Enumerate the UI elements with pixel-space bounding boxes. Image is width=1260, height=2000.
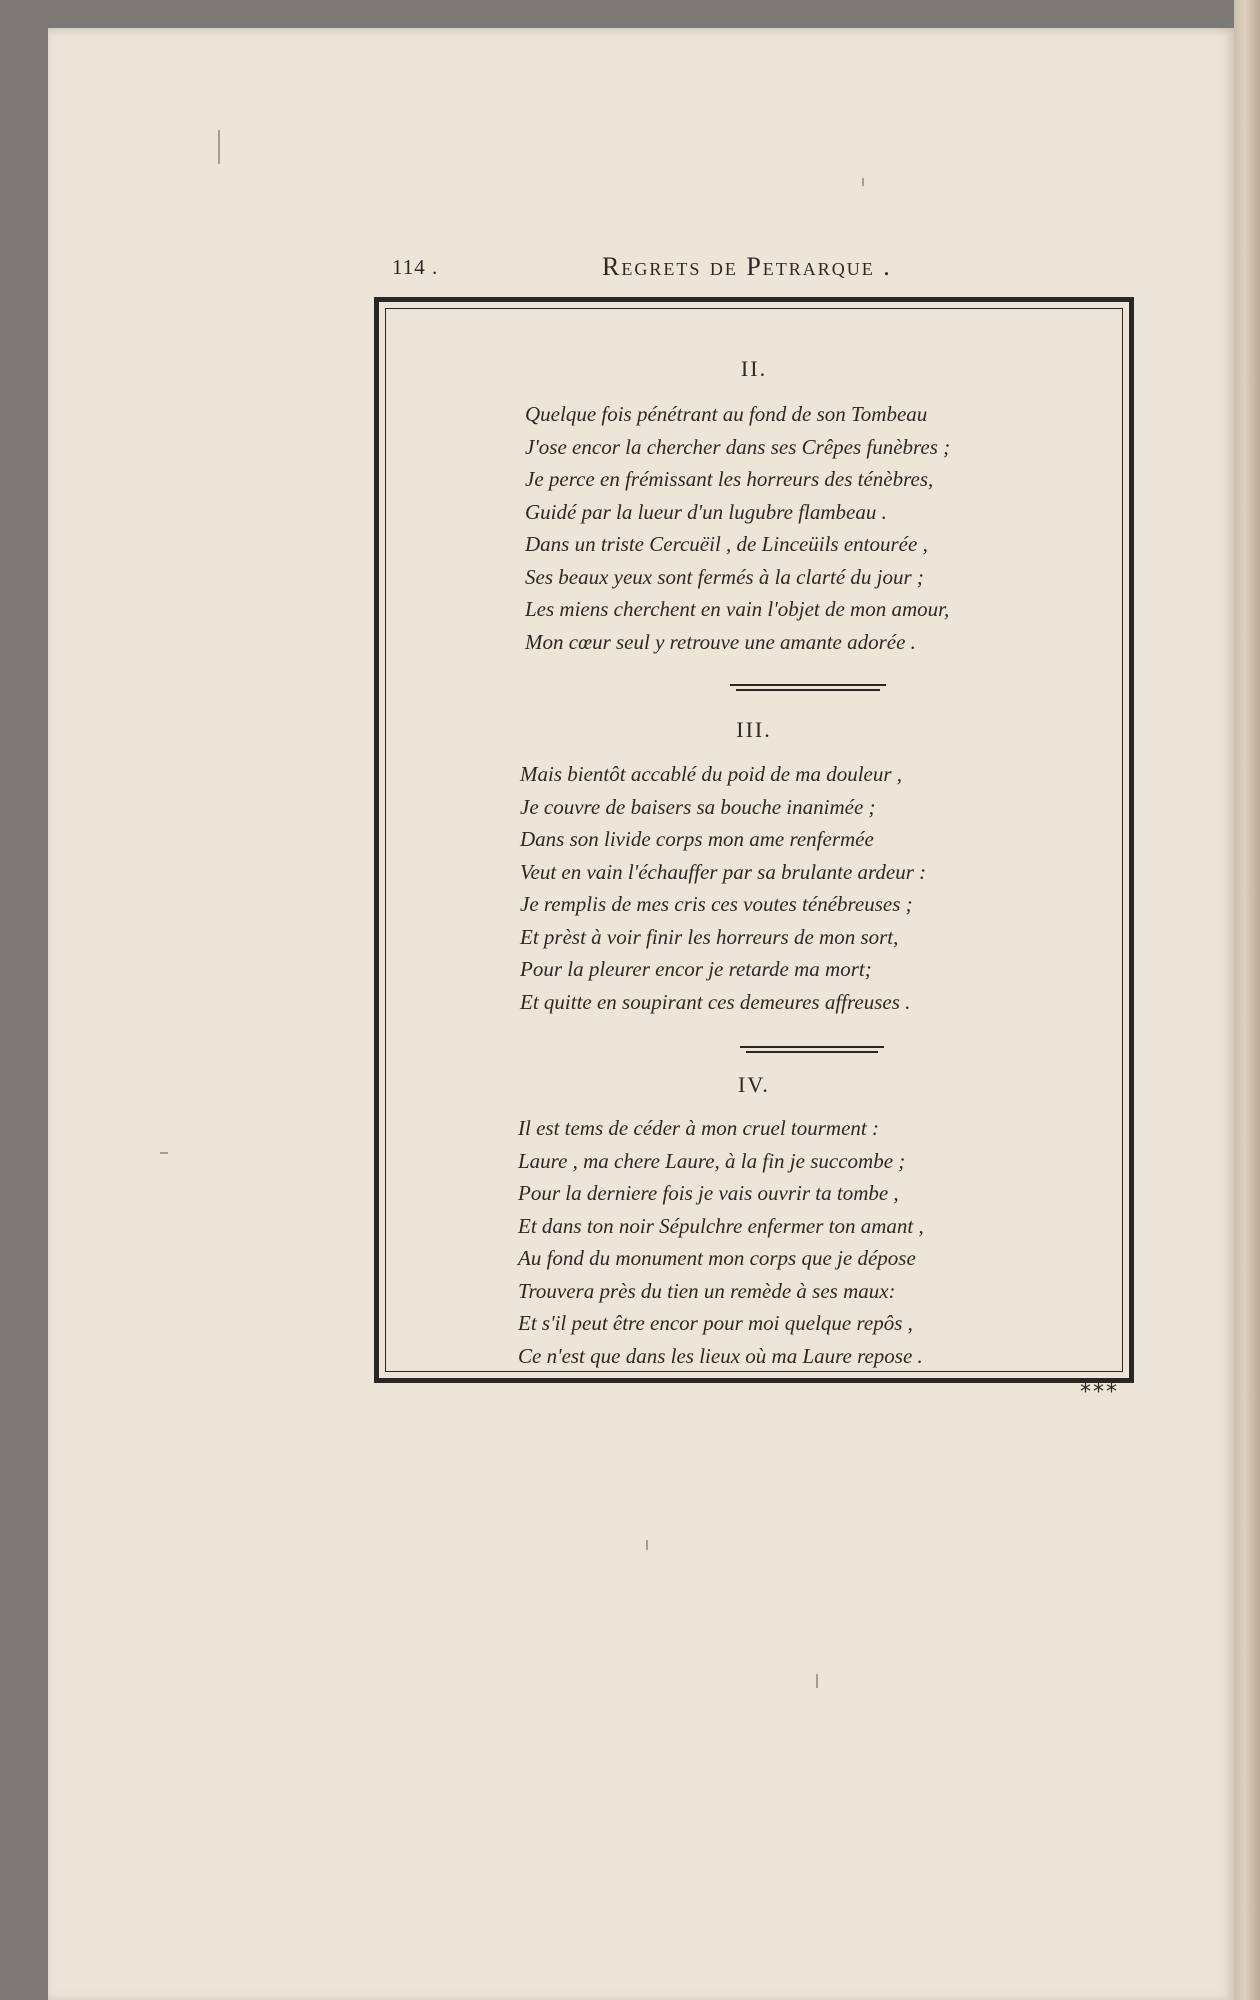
stanza	[525, 398, 1175, 658]
verse-line: Mon cœur seul y retrouve une amante adorée .	[525, 629, 916, 654]
verse-line: Et prèst à voir finir les horreurs de mon sort,	[520, 924, 899, 949]
verse-line: Guidé par la lueur d'un lugubre flambeau .	[525, 499, 887, 524]
stanza-number: III.	[736, 717, 772, 742]
verse-line: Je couvre de baisers sa bouche inanimée ;	[520, 794, 876, 819]
verse-line: Je perce en frémissant les horreurs des ténèbres,	[525, 467, 934, 491]
verse-line: Pour la derniere fois je vais ouvrir ta tombe ,	[518, 1181, 899, 1205]
verse-line: Et quitte en soupirant ces demeures affreuses .	[520, 989, 911, 1014]
page-edge	[1234, 0, 1260, 2000]
verse-line: Laure , ma chere Laure, à la fin je succombe ;	[518, 1148, 906, 1173]
verse-line: Les miens cherchent en vain l'objet de mon amour,	[525, 597, 950, 621]
verse-line: Et s'il peut être encor pour moi quelque repôs ,	[518, 1311, 913, 1335]
page-number: 114 .	[392, 255, 439, 279]
verse-line: Je remplis de mes cris ces voutes ténébreuses ;	[520, 892, 913, 916]
paper-mark	[862, 178, 864, 186]
paper-mark	[646, 1540, 648, 1550]
stanza-divider	[740, 1046, 884, 1054]
verse-line: Il est tems de céder à mon cruel tourment :	[518, 1116, 879, 1140]
paper-mark	[160, 1152, 168, 1154]
verse-line: Quelque fois pénétrant au fond de son Tombeau	[525, 402, 928, 426]
verse-line: Pour la pleurer encor je retarde ma mort;	[520, 957, 872, 981]
verse-line: Veut en vain l'échauffer par sa brulante ardeur :	[520, 859, 927, 884]
verse-line: Trouvera près du tien un remède à ses maux:	[518, 1278, 896, 1303]
paper-mark	[816, 1674, 818, 1688]
verse-line: Dans un triste Cercuëil , de Linceüils entourée ,	[525, 532, 928, 556]
stanza-number: II.	[740, 356, 768, 381]
ornament-asterisks: ***	[1080, 1380, 1119, 1405]
running-title: Regrets de Petrarque .	[602, 252, 892, 281]
stanza-divider	[730, 684, 886, 692]
stanza	[520, 758, 1170, 1018]
verse-line: Et dans ton noir Sépulchre enfermer ton amant ,	[518, 1213, 924, 1238]
verse-line: Au fond du monument mon corps que je dépose	[518, 1246, 916, 1270]
verse-line: Mais bientôt accablé du poid de ma douleur ,	[520, 762, 903, 786]
verse-line: Dans son livide corps mon ame renfermée	[520, 827, 874, 851]
verse-line: J'ose encor la chercher dans ses Crêpes funèbres ;	[525, 434, 951, 459]
verse-line: Ce n'est que dans les lieux où ma Laure repose .	[518, 1343, 923, 1368]
verse-line: Ses beaux yeux sont fermés à la clarté du jour ;	[525, 564, 924, 589]
paper-mark	[218, 130, 220, 164]
stanza	[518, 1112, 1168, 1372]
stanza-number: IV.	[738, 1072, 770, 1097]
